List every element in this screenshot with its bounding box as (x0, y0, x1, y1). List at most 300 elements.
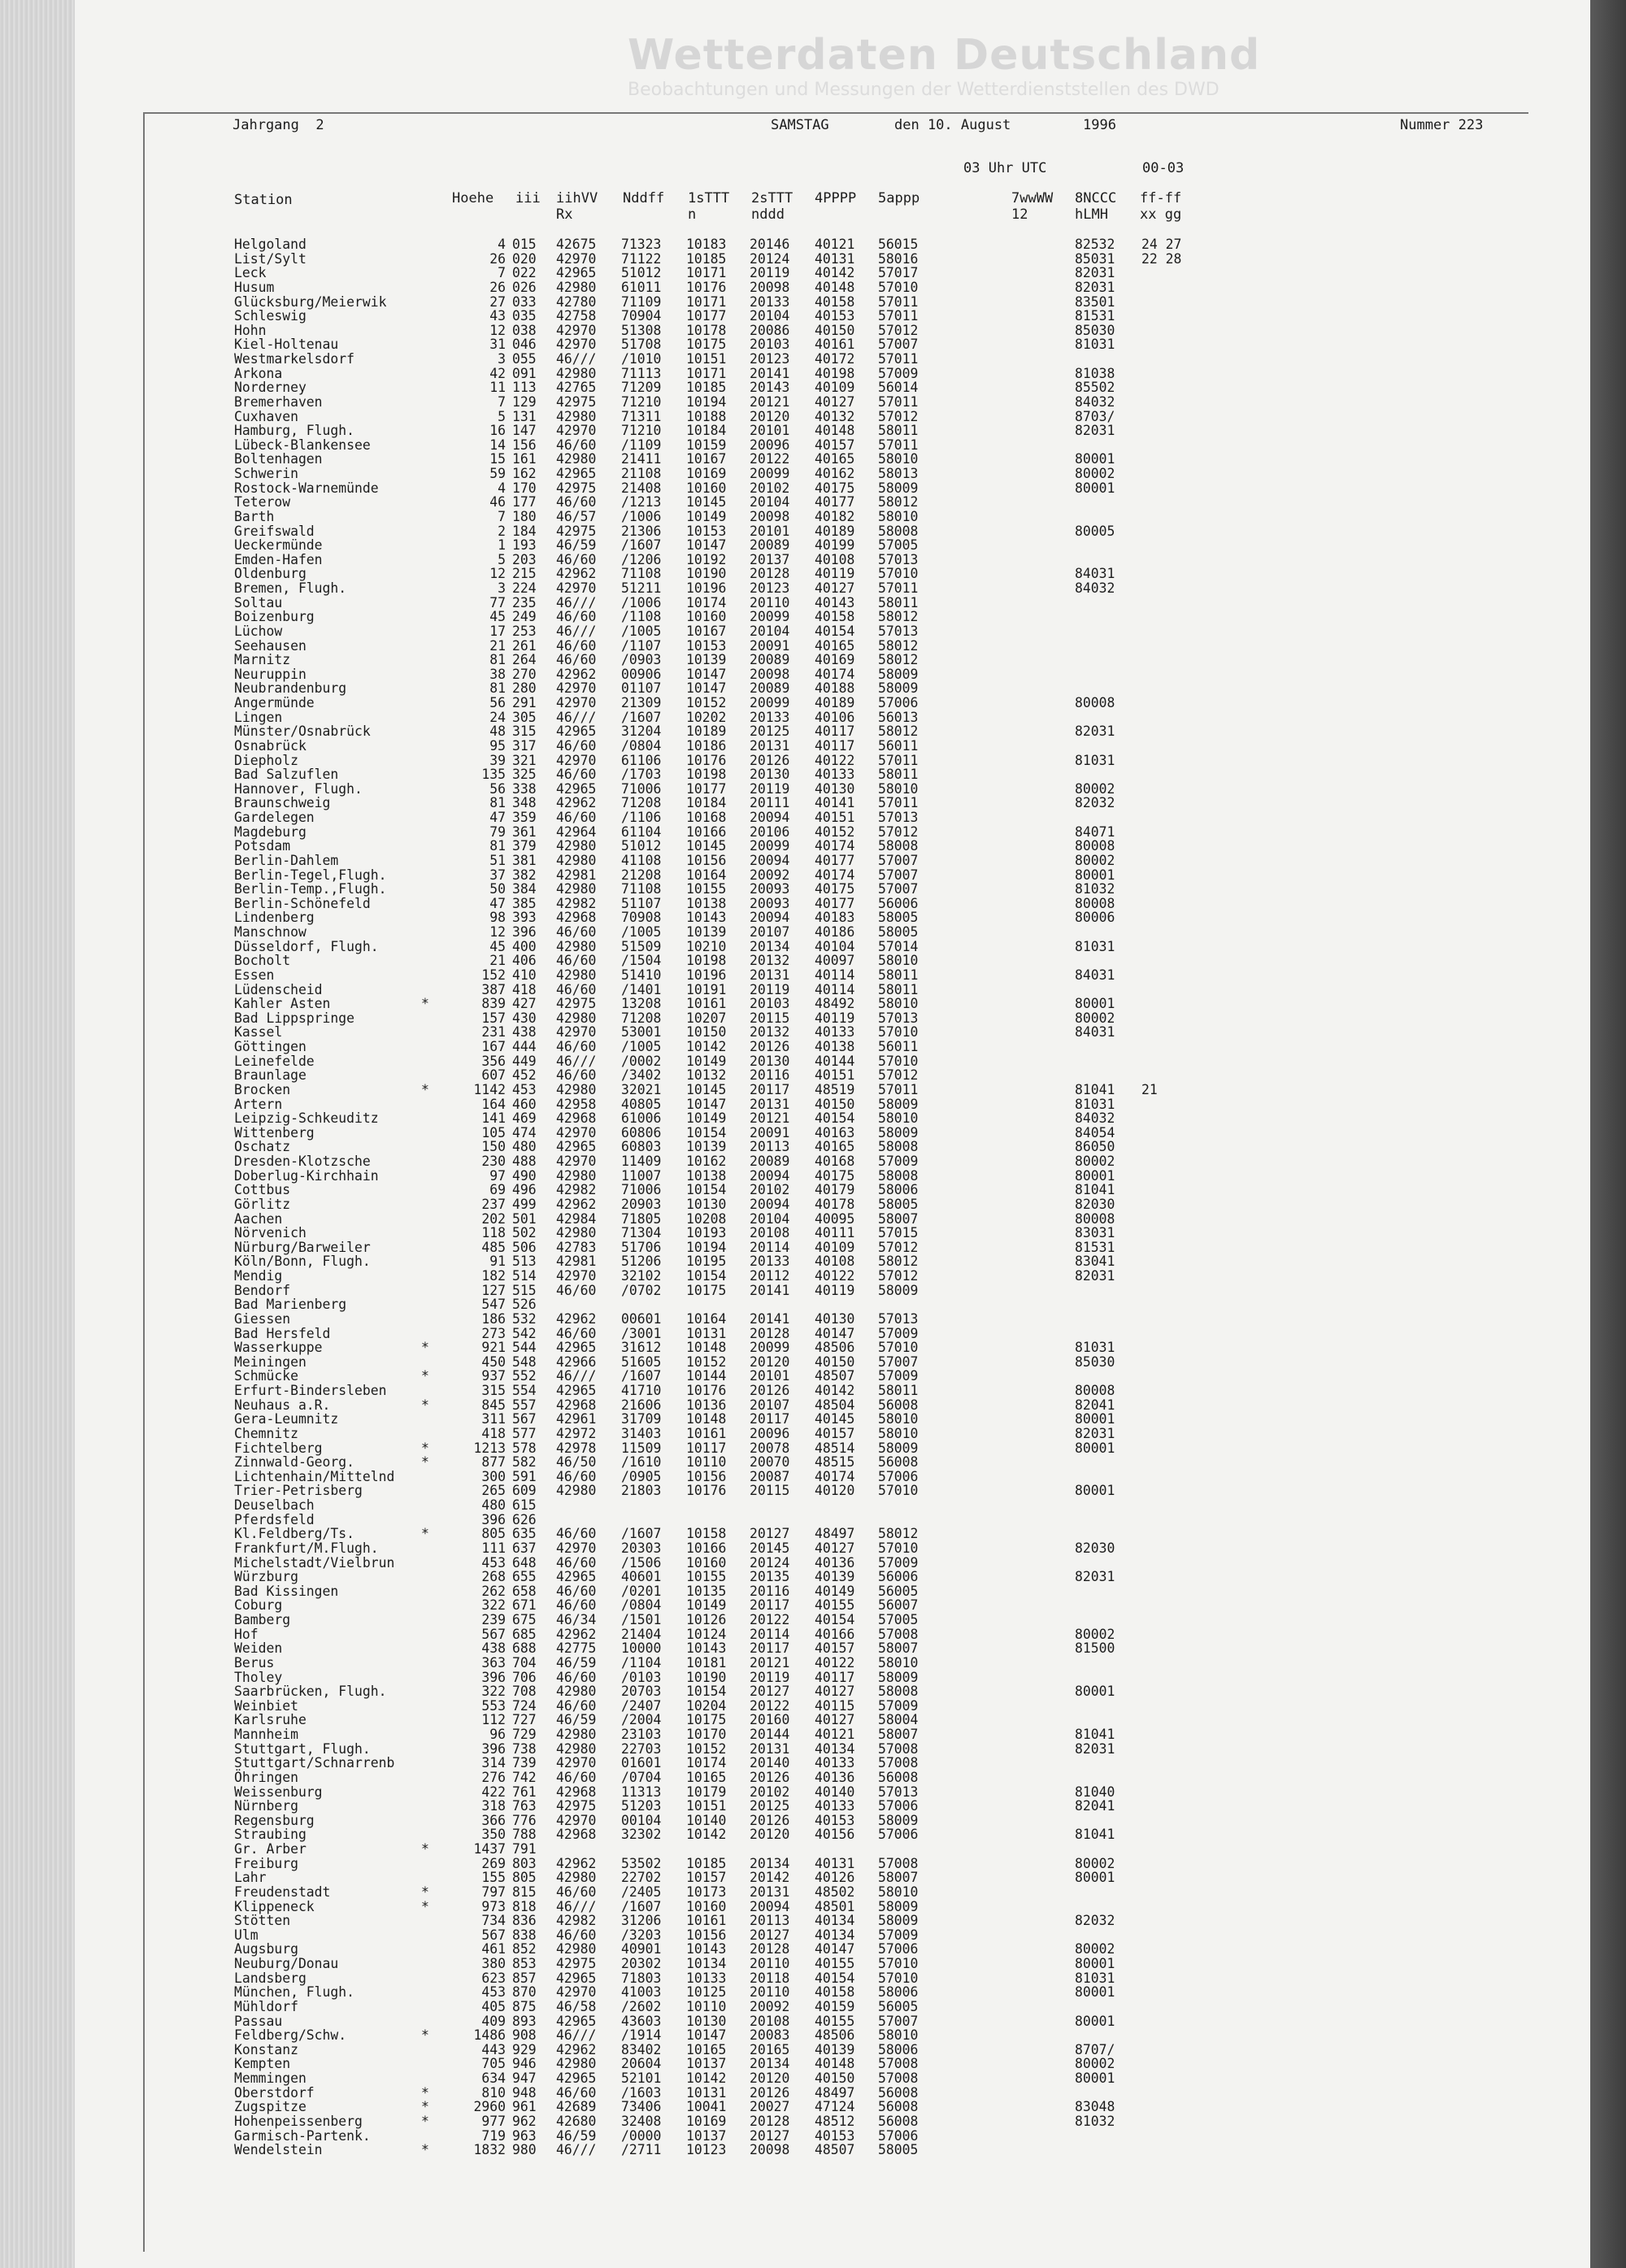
hoehe-value: 1486 (473, 2027, 506, 2044)
a5-value: 56006 (878, 895, 919, 911)
mountain-marker (421, 510, 437, 524)
iihvv-value: 42980 (556, 1483, 597, 1499)
ww7-value (1011, 1126, 1073, 1141)
t2-value: 20098 (750, 666, 790, 682)
ff-value (1141, 1727, 1203, 1742)
t2-value: 20092 (750, 867, 790, 883)
hoehe-value: 77 (489, 594, 506, 610)
t2-value: 20126 (750, 1039, 790, 1054)
t2-value: 20126 (750, 1769, 790, 1785)
ww7-value (1011, 1914, 1073, 1928)
station-name: Braunschweig (234, 795, 331, 811)
nddff-value: /0905 (621, 1468, 662, 1484)
station-name: Schmücke (234, 1368, 298, 1384)
mountain-marker (421, 524, 437, 539)
n8-value: 84031 (1075, 566, 1115, 582)
iihvv-value: 42970 (556, 322, 597, 338)
station-name: Greifswald (234, 523, 315, 539)
p4-value: 48501 (815, 1898, 855, 1914)
p4-value: 40142 (815, 265, 855, 281)
t2-value: 20126 (750, 1812, 790, 1828)
mountain-marker (421, 1025, 437, 1040)
t2-value: 20114 (750, 1626, 790, 1642)
nddff-value: 32021 (621, 1081, 662, 1097)
ww7-value (1011, 2014, 1073, 2029)
t1-value: 10110 (686, 1454, 727, 1471)
t2-value: 20094 (750, 1167, 790, 1184)
iihvv-value: 42970 (556, 1154, 597, 1169)
hoehe-value: 4 (498, 480, 506, 496)
p4-value: 40095 (815, 1210, 855, 1227)
ff-value (1141, 1169, 1203, 1184)
t1-value: 10143 (686, 910, 727, 926)
ww7-value (1011, 1011, 1073, 1026)
station-name: Mendig (234, 1268, 283, 1284)
a5-value: 58010 (878, 1654, 919, 1671)
a5-value: 57006 (878, 1468, 919, 1484)
hoehe-value: 461 (481, 1941, 506, 1957)
nddff-value (621, 1842, 683, 1857)
col-header-4pppp: 4PPPP (815, 190, 857, 206)
col-header-hoehe: Hoehe (452, 190, 494, 206)
hoehe-value: 50 (489, 881, 506, 897)
p4-value: 40122 (815, 1268, 855, 1284)
hoehe-value: 26 (489, 279, 506, 295)
a5-value: 56011 (878, 1039, 919, 1054)
ff-value (1141, 1398, 1203, 1413)
iii-value: 147 (512, 423, 537, 439)
ff-value (1141, 510, 1203, 524)
iii-value: 761 (512, 1784, 537, 1800)
p4-value: 40131 (815, 250, 855, 267)
t1-value: 10041 (686, 2099, 727, 2115)
hoehe-value: 2960 (473, 2099, 506, 2115)
iii-value: 338 (512, 780, 537, 797)
t2-value: 20121 (750, 1654, 790, 1671)
iihvv-value: 42980 (556, 408, 597, 424)
station-name: Cuxhaven (234, 408, 298, 424)
nddff-value: /1107 (621, 637, 662, 654)
t2-value: 20122 (750, 451, 790, 467)
t1-value: 10165 (686, 2041, 727, 2057)
ff-value (1141, 438, 1203, 453)
hoehe-value: 387 (481, 981, 506, 997)
n8-value (1075, 1054, 1137, 1069)
ww7-value (1011, 1427, 1073, 1441)
t2-value: 20140 (750, 1755, 790, 1771)
t2-value: 20116 (750, 1067, 790, 1084)
iii-value: 577 (512, 1425, 537, 1441)
hoehe-value: 167 (481, 1039, 506, 1054)
station-name: Glücksburg/Meierwik (234, 293, 387, 310)
hoehe-value: 69 (489, 1182, 506, 1198)
a5-value: 56008 (878, 1454, 919, 1471)
p4-value: 40139 (815, 2041, 855, 2057)
p4-value: 40177 (815, 852, 855, 868)
station-name: Dresden-Klotzsche (234, 1154, 371, 1169)
iii-value: 499 (512, 1196, 537, 1212)
iii-value: 739 (512, 1755, 537, 1771)
ff-value (1141, 1369, 1203, 1384)
ww7-value (1011, 1727, 1073, 1742)
iihvv-value (556, 1842, 618, 1857)
iii-value: 515 (512, 1282, 537, 1298)
hoehe-value: 453 (481, 1984, 506, 2001)
a5-value: 58012 (878, 637, 919, 654)
mountain-marker (421, 424, 437, 438)
n8-value: 82031 (1075, 723, 1115, 740)
ff-value (1141, 1842, 1203, 1857)
ww7-value (1011, 1169, 1073, 1184)
t2-value: 20131 (750, 1883, 790, 1900)
iihvv-value: 46/60 (556, 1468, 597, 1484)
nddff-value: 71803 (621, 1970, 662, 1986)
p4-value: 48512 (815, 2113, 855, 2129)
mountain-marker (421, 1498, 437, 1513)
hoehe-value: 1 (498, 537, 506, 554)
n8-value: 84032 (1075, 1110, 1115, 1127)
p4-value: 40172 (815, 351, 855, 367)
hoehe-value: 1213 (473, 1440, 506, 1456)
ww7-value (1011, 882, 1073, 897)
ww7-value (1011, 1785, 1073, 1800)
t2-value: 20144 (750, 1727, 790, 1742)
n8-value: 81040 (1075, 1784, 1115, 1800)
n8-value (1075, 983, 1137, 997)
ff-value (1141, 968, 1203, 983)
nddff-value: 21803 (621, 1483, 662, 1499)
mountain-marker (421, 2057, 437, 2071)
ww7-value (1011, 337, 1073, 352)
a5-value: 56008 (878, 2084, 919, 2101)
ww7-value (1011, 1083, 1073, 1097)
p4-value: 40127 (815, 1712, 855, 1728)
ff-value (1141, 710, 1203, 725)
ff-value (1141, 854, 1203, 868)
t2-value: 20132 (750, 1024, 790, 1041)
station-name: Emden-Hafen (234, 551, 323, 567)
t1-value: 10138 (686, 895, 727, 911)
ff-value (1141, 754, 1203, 768)
mountain-marker (421, 1541, 437, 1556)
iihvv-value: 42962 (556, 1310, 597, 1327)
nddff-value: 01107 (621, 680, 662, 697)
nddff-value: /1006 (621, 594, 662, 610)
n8-value: 80001 (1075, 451, 1115, 467)
a5-value: 58007 (878, 1870, 919, 1886)
t2-value: 20113 (750, 1913, 790, 1929)
ww7-value (1011, 667, 1073, 682)
a5-value: 57009 (878, 1927, 919, 1943)
iihvv-value: 42965 (556, 780, 597, 797)
station-name: Lingen (234, 709, 283, 725)
ff-value (1141, 553, 1203, 567)
observation-period: 00-03 (1142, 160, 1185, 176)
ff-value (1141, 295, 1203, 310)
n8-value: 80001 (1075, 1440, 1115, 1456)
ww7-value (1011, 1627, 1073, 1642)
n8-value: 81041 (1075, 1727, 1115, 1742)
t2-value: 20121 (750, 393, 790, 410)
station-name: Saarbrücken, Flugh. (234, 1684, 387, 1700)
station-name: Hohn (234, 322, 267, 338)
nddff-value: 41108 (621, 852, 662, 868)
p4-value: 40158 (815, 609, 855, 625)
a5-value (878, 1513, 940, 1527)
t1-value: 10191 (686, 981, 727, 997)
iihvv-value: 42965 (556, 1569, 597, 1585)
station-name: Düsseldorf, Flugh. (234, 938, 379, 954)
hoehe-value: 135 (481, 767, 506, 783)
a5-value: 57011 (878, 1081, 919, 1097)
nddff-value: 21309 (621, 695, 662, 710)
iihvv-value: 46/59 (556, 2127, 597, 2144)
a5-value: 58010 (878, 1425, 919, 1441)
iii-value: 396 (512, 924, 537, 940)
iii-value: 727 (512, 1712, 537, 1728)
ww7-value (1011, 524, 1073, 539)
t1-value: 10175 (686, 1282, 727, 1298)
n8-value: 8707/ (1075, 2041, 1115, 2057)
ww7-value (1011, 2114, 1073, 2129)
t1-value: 10142 (686, 1827, 727, 1843)
mountain-marker (421, 968, 437, 983)
a5-value: 57009 (878, 1368, 919, 1384)
nddff-value: /0903 (621, 652, 662, 668)
nddff-value: /0804 (621, 1597, 662, 1614)
p4-value: 40186 (815, 924, 855, 940)
iii-value: 708 (512, 1684, 537, 1700)
t2-value: 20127 (750, 2127, 790, 2144)
iihvv-value: 42775 (556, 1640, 597, 1657)
hoehe-value: 705 (481, 2056, 506, 2072)
iihvv-value: 46/60 (556, 637, 597, 654)
iihvv-value: 42980 (556, 1010, 597, 1026)
mountain-marker (421, 954, 437, 968)
column-mountain-marker (421, 237, 437, 2157)
hoehe-value: 567 (481, 1626, 506, 1642)
station-name: Neuhaus a.R. (234, 1397, 331, 1413)
hoehe-value: 38 (489, 666, 506, 682)
hoehe-value: 450 (481, 1353, 506, 1370)
ff-value (1141, 1484, 1203, 1498)
mountain-marker (421, 467, 437, 481)
nddff-value: 61104 (621, 823, 662, 840)
n8-value: 80002 (1075, 852, 1115, 868)
nddff-value: 01601 (621, 1755, 662, 1771)
n8-value: 82041 (1075, 1798, 1115, 1814)
mountain-marker: * (421, 1526, 429, 1542)
nddff-value: /2602 (621, 1998, 662, 2014)
t1-value: 10192 (686, 551, 727, 567)
t1-value: 10167 (686, 623, 727, 639)
mountain-marker (421, 1985, 437, 2000)
hoehe-value: 24 (489, 709, 506, 725)
t1-value: 10153 (686, 523, 727, 539)
station-name: Landsberg (234, 1970, 307, 1986)
n8-value: 81041 (1075, 1827, 1115, 1843)
mountain-marker: * (421, 996, 429, 1012)
p4-value: 40199 (815, 537, 855, 554)
n8-value (1075, 624, 1137, 639)
t2-value: 20115 (750, 1483, 790, 1499)
t1-value: 10130 (686, 2013, 727, 2029)
hoehe-value: 977 (481, 2113, 506, 2129)
nddff-value: 71113 (621, 365, 662, 381)
ff-value: 24 27 (1141, 237, 1182, 252)
t1-value: 10145 (686, 1081, 727, 1097)
iihvv-value: 42984 (556, 1210, 597, 1227)
t1-value: 10134 (686, 1956, 727, 1971)
mountain-marker (421, 1254, 437, 1269)
iii-value: 582 (512, 1454, 537, 1471)
nddff-value: /3001 (621, 1325, 662, 1341)
nddff-value: 51509 (621, 938, 662, 954)
a5-value: 57005 (878, 537, 919, 554)
iii-value: 264 (512, 652, 537, 668)
a5-value: 57006 (878, 2127, 919, 2144)
a5-value: 57009 (878, 1554, 919, 1571)
a5-value: 58009 (878, 1913, 919, 1929)
hoehe-value: 111 (481, 1540, 506, 1556)
ww7-value (1011, 1541, 1073, 1556)
t1-value (686, 1513, 748, 1527)
nddff-value: /0000 (621, 2127, 662, 2144)
a5-value: 57011 (878, 795, 919, 811)
t2-value: 20165 (750, 2041, 790, 2057)
ff-value (1141, 467, 1203, 481)
p4-value: 40174 (815, 666, 855, 682)
ww7-value (1011, 1498, 1073, 1513)
ww7-value (1011, 1957, 1073, 1971)
ff-value (1141, 1427, 1203, 1441)
iii-value: 929 (512, 2041, 537, 2057)
t1-value: 10174 (686, 1755, 727, 1771)
t2-value: 20125 (750, 1798, 790, 1814)
mountain-marker (421, 854, 437, 868)
a5-value: 58010 (878, 953, 919, 969)
iihvv-value (556, 1513, 618, 1527)
p4-value: 40134 (815, 1913, 855, 1929)
mountain-marker (421, 1427, 437, 1441)
nddff-value: 20703 (621, 1684, 662, 1700)
ff-value (1141, 868, 1203, 883)
t2-value: 20093 (750, 895, 790, 911)
n8-value: 81041 (1075, 1182, 1115, 1198)
t1-value: 10176 (686, 1383, 727, 1398)
t2-value: 20126 (750, 2084, 790, 2101)
hoehe-value: 719 (481, 2127, 506, 2144)
p4-value: 40154 (815, 1612, 855, 1627)
iii-value: 452 (512, 1067, 537, 1084)
iii-value: 763 (512, 1798, 537, 1814)
t2-value: 20089 (750, 1154, 790, 1169)
ww7-value (1011, 1484, 1073, 1498)
ww7-value (1011, 1985, 1073, 2000)
mountain-marker (421, 1613, 437, 1627)
mountain-marker (421, 1412, 437, 1427)
a5-value: 58010 (878, 1411, 919, 1427)
iihvv-value: 42981 (556, 1253, 597, 1270)
iii-value: 026 (512, 279, 537, 295)
nddff-value: /2004 (621, 1712, 662, 1728)
t2-value: 20078 (750, 1440, 790, 1456)
hoehe-value: 300 (481, 1468, 506, 1484)
nddff-value: /1401 (621, 981, 662, 997)
iihvv-value: 42965 (556, 2070, 597, 2086)
iii-value: 385 (512, 895, 537, 911)
a5-value: 57012 (878, 823, 919, 840)
a5-value: 57010 (878, 1024, 919, 1041)
t2-value: 20094 (750, 1196, 790, 1212)
ff-value (1141, 1126, 1203, 1141)
hoehe-value: 485 (481, 1239, 506, 1255)
nddff-value: 51708 (621, 337, 662, 353)
mountain-marker (421, 1814, 437, 1828)
t1-value: 10171 (686, 293, 727, 310)
mountain-marker: * (421, 2027, 429, 2044)
ww7-value (1011, 1584, 1073, 1599)
ww7-value (1011, 839, 1073, 854)
nddff-value: /0201 (621, 1583, 662, 1599)
t1-value: 10136 (686, 1397, 727, 1413)
hoehe-value: 7 (498, 265, 506, 281)
t1-value: 10175 (686, 337, 727, 353)
t1-value (686, 1498, 748, 1513)
p4-value: 40130 (815, 780, 855, 797)
iihvv-value: 42962 (556, 1196, 597, 1212)
t1-value: 10145 (686, 494, 727, 511)
ww7-value (1011, 1025, 1073, 1040)
ww7-value (1011, 2143, 1073, 2157)
station-name: Oschatz (234, 1139, 291, 1155)
column-station-name (234, 237, 446, 2157)
ww7-value (1011, 266, 1073, 280)
n8-value (1075, 1068, 1137, 1083)
iihvv-value: 42970 (556, 1755, 597, 1771)
hoehe-value: 59 (489, 466, 506, 481)
p4-value: 40165 (815, 451, 855, 467)
hoehe-value: 42 (489, 365, 506, 381)
iii-value: 348 (512, 795, 537, 811)
n8-value: 82031 (1075, 265, 1115, 281)
hoehe-value: 26 (489, 250, 506, 267)
a5-value: 57006 (878, 1941, 919, 1957)
ww7-value (1011, 2071, 1073, 2086)
station-name: Braunlage (234, 1067, 307, 1084)
nddff-value: /2711 (621, 2142, 662, 2158)
t1-value: 10210 (686, 938, 727, 954)
nddff-value: /1104 (621, 1654, 662, 1671)
hoehe-value: 311 (481, 1411, 506, 1427)
station-name: Berus (234, 1654, 275, 1671)
n8-value: 82031 (1075, 279, 1115, 295)
a5-value: 57009 (878, 1154, 919, 1169)
ww7-value (1011, 1870, 1073, 1885)
t2-value: 20103 (750, 996, 790, 1012)
ff-value (1141, 1097, 1203, 1112)
iihvv-value: 46/60 (556, 609, 597, 625)
t2-value: 20126 (750, 1383, 790, 1398)
nddff-value (621, 1498, 683, 1513)
a5-value: 57012 (878, 1268, 919, 1284)
hoehe-value: 56 (489, 695, 506, 710)
t1-value: 10126 (686, 1612, 727, 1627)
iii-value: 129 (512, 393, 537, 410)
column-t1-value (686, 237, 748, 2157)
ff-value (1141, 2143, 1203, 2157)
iihvv-value: 42968 (556, 910, 597, 926)
